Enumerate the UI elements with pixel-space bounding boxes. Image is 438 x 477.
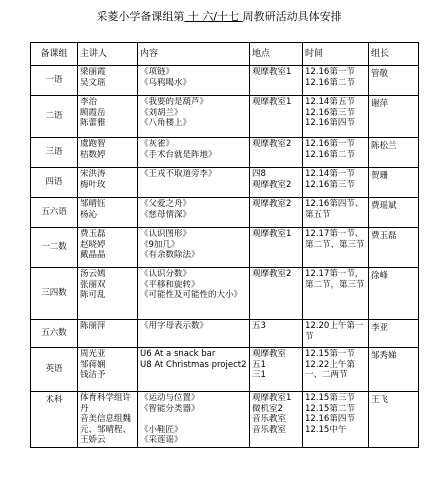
time-item: 12.16第四节 (305, 118, 355, 128)
content-item: 《项链》 (140, 67, 175, 77)
cell-content (138, 96, 250, 138)
speaker-name: 陈蕾雅 (80, 118, 106, 128)
cell-group: 三语 (31, 138, 78, 168)
location-item: 观摩教室 (252, 349, 287, 359)
location-item: 五3 (252, 321, 266, 331)
location-item: 观摩教室2 (252, 179, 292, 190)
speaker-name: 邹蒋娴 (80, 359, 106, 370)
cell-leader: 费玉磊 (369, 228, 419, 268)
cell-content (138, 168, 250, 198)
cell-leader: 谢萍 (369, 96, 419, 138)
table-row (31, 198, 419, 228)
speaker-name: 陈丽萍 (80, 321, 106, 331)
cell-time (303, 96, 369, 138)
time-item: 12.16第二节 (305, 149, 355, 160)
speaker-name: 吴文瑶 (80, 77, 106, 88)
cell-content (138, 228, 250, 268)
time-item: 12.16第一节 (305, 67, 355, 77)
header-group: 备课组 (31, 43, 78, 66)
title-week: 十 六/十七 (184, 10, 243, 23)
table-row (31, 392, 419, 448)
cell-time (303, 392, 369, 448)
time-item: 12.16第三节 (305, 107, 355, 118)
cell-group: 五六数 (31, 320, 78, 348)
content-item: U8 At Christmas project2 (140, 359, 247, 370)
time-item: 12.15第三节 (305, 393, 355, 403)
time-item: 12.17第一节、第二节、第三节 (305, 229, 365, 250)
speaker-name: 费玉磊 (80, 229, 106, 239)
table-row (31, 66, 419, 96)
content-item: 《采莲谣》 (140, 435, 183, 445)
time-item: 12.16第三节 (305, 179, 355, 190)
speaker-name: 杨沁 (80, 209, 98, 220)
cell-group: 五六语 (31, 198, 78, 228)
speaker-name: 体育科学组许丹 (80, 393, 132, 414)
location-item: 音乐教室 (252, 424, 287, 435)
content-gap (140, 414, 247, 425)
content-item: 《认识分数》 (140, 269, 192, 279)
table-row (31, 228, 419, 268)
content-item: U6 At a snack bar (140, 349, 216, 359)
header-time: 时间 (303, 43, 369, 66)
cell-speakers (78, 268, 138, 320)
cell-time (303, 66, 369, 96)
cell-leader: 贺珊 (369, 168, 419, 198)
table-row (31, 320, 419, 348)
cell-speakers (78, 320, 138, 348)
cell-content (138, 138, 250, 168)
cell-speakers (78, 348, 138, 392)
cell-time (303, 320, 369, 348)
content-item: 《用字母表示数》 (140, 321, 209, 331)
cell-leader: 邹秀娣 (369, 348, 419, 392)
time-item: 12.17第一节，第二节，第三节 (305, 269, 365, 290)
header-content: 内容 (138, 43, 250, 66)
content-item: 《慈母情深》 (140, 209, 192, 220)
speaker-name: 音美信息组魏元、邹晴程、王娇云 (80, 414, 132, 445)
cell-speakers (78, 168, 138, 198)
location-item: 三1 (252, 370, 266, 380)
location-item: 微机室2 (252, 403, 283, 414)
location-item: 观摩教室1 (252, 97, 292, 107)
cell-speakers (78, 138, 138, 168)
cell-group: 一语 (31, 66, 78, 96)
content-item: 《王戎不取道旁李》 (140, 169, 217, 179)
cell-location (250, 392, 303, 448)
content-item: 《平移和旋转》 (140, 279, 200, 290)
table-row (31, 96, 419, 138)
time-item: 12.15第一节 (305, 349, 355, 359)
cell-location (250, 348, 303, 392)
content-item: 《乌鸦喝水》 (140, 77, 192, 88)
speaker-name: 钱洁予 (80, 370, 106, 380)
schedule-table (30, 42, 419, 448)
cell-speakers (78, 66, 138, 96)
cell-location (250, 198, 303, 228)
time-item: 12.15中午 (305, 424, 347, 435)
cell-group: 三四数 (31, 268, 78, 320)
content-item: 《八角楼上》 (140, 118, 192, 128)
cell-content (138, 392, 250, 448)
cell-time (303, 168, 369, 198)
content-item: 《我要的是葫芦》 (140, 97, 209, 107)
cell-group: 二语 (31, 96, 78, 138)
cell-content (138, 348, 250, 392)
cell-leader: 费瑶斌 (369, 198, 419, 228)
location-item: 五1 (252, 359, 266, 370)
time-item: 12.16第二节 (305, 77, 355, 88)
speaker-name: 桔数婷 (80, 149, 106, 160)
time-item: 12.14第一节 (305, 169, 355, 179)
cell-location (250, 138, 303, 168)
content-item: 《小鞋匠》 (140, 424, 183, 435)
cell-group: 一二数 (31, 228, 78, 268)
cell-time (303, 138, 369, 168)
cell-leader: 李亚 (369, 320, 419, 348)
cell-leader: 徐峰 (369, 268, 419, 320)
cell-location (250, 168, 303, 198)
content-item: 《认识图形》 (140, 229, 192, 239)
cell-location (250, 268, 303, 320)
time-item: 12.16第四节、第五节 (305, 199, 364, 220)
time-item: 12.15第二节 (305, 403, 355, 414)
cell-leader: 王飞 (369, 392, 419, 448)
location-item: 观摩教室2 (252, 139, 292, 149)
content-item: 《有余数除法》 (140, 250, 200, 260)
cell-location (250, 66, 303, 96)
header-speaker: 主讲人 (78, 43, 138, 66)
speaker-name: 李治 (80, 97, 98, 107)
cell-leader: 陈松兰 (369, 138, 419, 168)
speaker-name: 虞跑智 (80, 139, 106, 149)
location-item: 观摩教室2 (252, 199, 292, 209)
time-item: 12.14第五节 (305, 97, 355, 107)
table-row (31, 268, 419, 320)
content-item: 《灰雀》 (140, 139, 175, 149)
speaker-name: 张丽双 (80, 279, 106, 290)
title-suffix: 周教研活动具体安排 (242, 10, 342, 23)
content-item: 《手术台就是阵地》 (140, 149, 217, 160)
cell-group: 英语 (31, 348, 78, 392)
cell-time (303, 348, 369, 392)
location-item: 音乐教室 (252, 414, 287, 424)
cell-content (138, 268, 250, 320)
location-item: 观摩教室1 (252, 393, 292, 403)
cell-speakers (78, 228, 138, 268)
speaker-name: 汤云嫣 (80, 269, 106, 279)
speaker-name: 周光亚 (80, 349, 106, 359)
content-item: 《刘胡兰》 (140, 107, 183, 118)
header-leader: 组长 (369, 43, 419, 66)
speaker-name: 顾霞岳 (80, 107, 106, 118)
speaker-name: 赵晓婷 (80, 239, 106, 250)
content-item: 《智能分类器》 (140, 403, 200, 414)
cell-time (303, 228, 369, 268)
time-item: 12.22上午第一、二两节 (305, 359, 355, 380)
cell-content (138, 66, 250, 96)
content-item: 《可能性及可能性的大小》 (140, 290, 243, 300)
cell-speakers (78, 96, 138, 138)
speaker-name: 宋洪涛 (80, 169, 106, 179)
document-title (0, 10, 438, 24)
location-item: 观摩教室1 (252, 229, 292, 239)
speaker-name: 梅叶玫 (80, 179, 106, 190)
location-item: 观摩教室1 (252, 67, 292, 77)
cell-group: 术科 (31, 392, 78, 448)
content-item: 《运动与位置》 (140, 393, 200, 403)
table-header-row (31, 43, 419, 66)
time-item: 12.16第四节 (305, 414, 355, 424)
cell-speakers (78, 198, 138, 228)
speaker-name: 梁丽霞 (80, 67, 106, 77)
cell-speakers (78, 392, 138, 448)
content-item: 《父爱之舟》 (140, 199, 192, 209)
header-location: 地点 (250, 43, 303, 66)
speaker-name: 陈可乱 (80, 290, 106, 300)
table-row (31, 168, 419, 198)
cell-time (303, 268, 369, 320)
cell-content (138, 320, 250, 348)
location-item: 四8 (252, 169, 266, 179)
time-item: 12.16第一节 (305, 139, 355, 149)
content-item: 《9加几》 (140, 239, 180, 250)
cell-location (250, 96, 303, 138)
speaker-name: 邹晴钰 (80, 199, 106, 209)
time-item: 12.20上午第一节 (305, 321, 364, 342)
table-row (31, 138, 419, 168)
cell-location (250, 320, 303, 348)
table-row (31, 348, 419, 392)
cell-leader: 管敬 (369, 66, 419, 96)
cell-group: 四语 (31, 168, 78, 198)
location-item: 观摩教室2 (252, 269, 292, 279)
cell-time (303, 198, 369, 228)
speaker-name: 戴晶晶 (80, 250, 106, 260)
cell-content (138, 198, 250, 228)
cell-location (250, 228, 303, 268)
title-prefix: 采菱小学备课组第 (96, 10, 185, 23)
